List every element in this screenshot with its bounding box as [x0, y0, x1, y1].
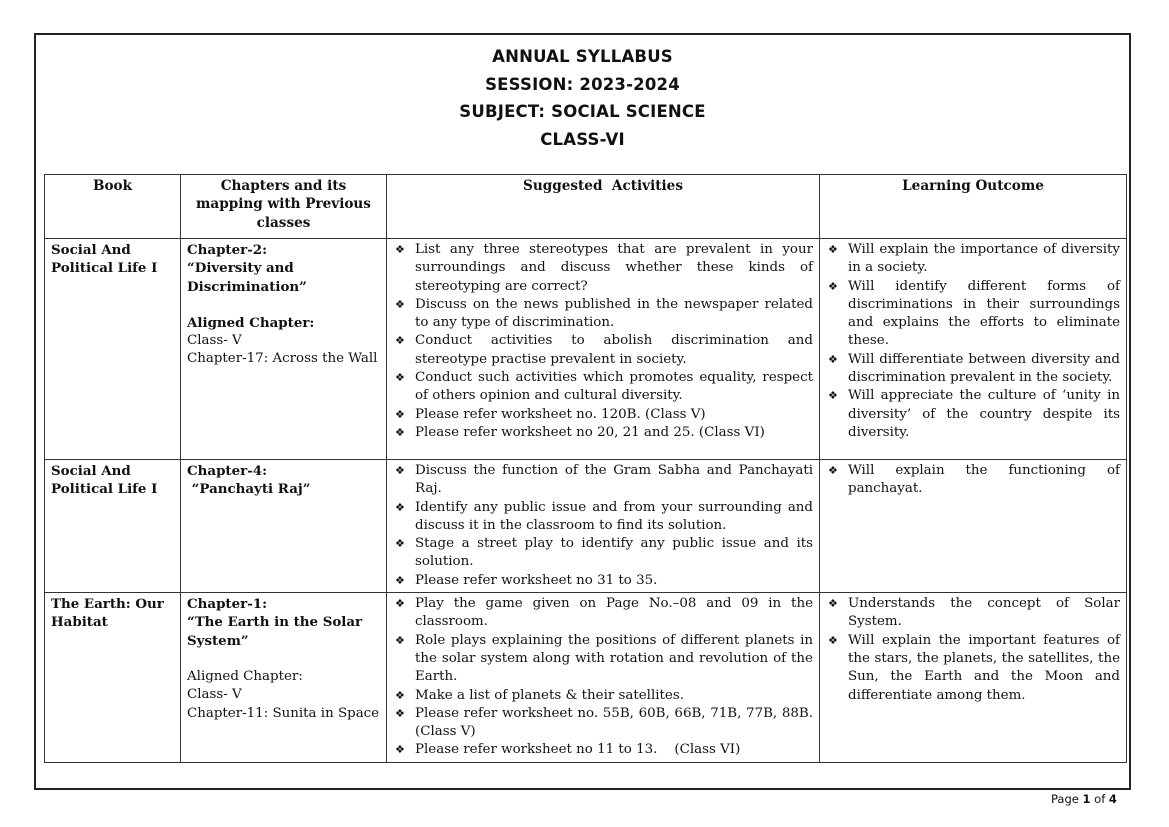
column-header-chapters: Chapters and its mapping with Previous classes — [181, 175, 387, 239]
chapter-cell — [181, 593, 387, 763]
document-header — [36, 43, 1129, 153]
activity-item: ❖ Please refer worksheet no. 55B, 60B, 66B, 71B, 77B, 88B. (Class V) — [393, 705, 813, 742]
activity-item: ❖ Discuss on the news published in the newspaper related to any type of discrimination. — [393, 296, 813, 333]
syllabus-table — [44, 174, 1127, 763]
activity-item: ❖ Please refer worksheet no 20, 21 and 25. (Class VI) — [393, 424, 813, 442]
column-header-activities: Suggested Activities — [387, 175, 820, 239]
header-session: SESSION: 2023-2024 — [485, 74, 680, 94]
outcome-cell — [820, 593, 1127, 763]
outcome-item: ❖ Will explain the functioning of panchayat. — [826, 462, 1120, 499]
outcome-item: ❖ Will explain the importance of diversity in a society. — [826, 241, 1120, 278]
chapter-title: “Diversity and Discrimination” — [187, 260, 307, 295]
page-number — [1051, 792, 1117, 806]
outcome-item: ❖ Will identify different forms of discriminations in their surroundings and explains the efforts to eliminate these. — [826, 278, 1120, 351]
column-header-book: Book — [45, 175, 181, 239]
book-cell: Social And Political Life I — [45, 239, 181, 460]
aligned-chapter: Chapter-11: Sunita in Space — [187, 705, 380, 721]
activity-item: ❖ Conduct such activities which promotes equality, respect of others opinion and cultural diversity. — [393, 369, 813, 406]
table-header-row — [45, 175, 1127, 239]
chapter-title: “The Earth in the Solar System” — [187, 614, 363, 649]
page-current: 1 — [1082, 792, 1091, 806]
activity-item: ❖ Please refer worksheet no. 120B. (Class V) — [393, 406, 813, 424]
activity-item: ❖ Make a list of planets & their satellites. — [393, 687, 813, 705]
activity-item: ❖ Discuss the function of the Gram Sabha and Panchayati Raj. — [393, 462, 813, 499]
aligned-class: Class- V — [187, 333, 242, 349]
aligned-chapter: Chapter-17: Across the Wall — [187, 351, 378, 367]
chapter-label: Chapter-1: — [187, 596, 268, 613]
outcome-item: ❖ Will differentiate between diversity and discrimination prevalent in the society. — [826, 351, 1120, 388]
table-row — [45, 460, 1127, 593]
chapter-label: Chapter-4: — [187, 463, 268, 479]
activities-cell — [387, 460, 820, 593]
aligned-chapter-label: Aligned Chapter: — [187, 314, 315, 331]
of-word: of — [1094, 792, 1106, 806]
activity-item: ❖ Conduct activities to abolish discrimination and stereotype practise prevalent in society. — [393, 332, 813, 369]
chapter-title: “Panchayti Raj” — [187, 481, 311, 498]
page-total: 4 — [1108, 792, 1117, 806]
activity-item: ❖ Please refer worksheet no 11 to 13. (Class VI) — [393, 741, 813, 759]
book-cell: Social And Political Life I — [45, 460, 181, 593]
activity-item: ❖ List any three stereotypes that are prevalent in your surroundings and discuss whether these kinds of stereotyping are correct? — [393, 241, 813, 296]
table-row — [45, 239, 1127, 460]
aligned-chapter-label: Aligned Chapter: — [187, 668, 303, 684]
activity-item: ❖ Play the game given on Page No.–08 and 09 in the classroom. — [393, 595, 813, 632]
activities-cell — [387, 593, 820, 763]
outcome-item: ❖ Understands the concept of Solar System. — [826, 595, 1120, 632]
activity-item: ❖ Role plays explaining the positions of different planets in the solar system along with rotation and revolution of the Earth. — [393, 632, 813, 687]
chapter-cell — [181, 460, 387, 593]
column-header-outcome: Learning Outcome — [820, 175, 1127, 239]
activity-item: ❖ Identify any public issue and from your surrounding and discuss it in the classroom to find its solution. — [393, 499, 813, 536]
table-row — [45, 593, 1127, 763]
activity-item: ❖ Stage a street play to identify any public issue and its solution. — [393, 535, 813, 572]
activity-item: ❖ Please refer worksheet no 31 to 35. — [393, 572, 813, 590]
activities-cell — [387, 239, 820, 460]
header-class: CLASS-VI — [540, 129, 625, 149]
aligned-class: Class- V — [187, 687, 242, 703]
page-frame — [34, 33, 1131, 790]
page-word: Page — [1051, 792, 1079, 806]
book-cell: The Earth: Our Habitat — [45, 593, 181, 763]
header-subject: SUBJECT: SOCIAL SCIENCE — [459, 102, 706, 121]
chapter-cell — [181, 239, 387, 460]
header-title: ANNUAL SYLLABUS — [492, 47, 673, 66]
outcome-item: ❖ Will explain the important features of the stars, the planets, the satellites, the Sun, the Earth and the Moon and differentiate among them. — [826, 632, 1120, 705]
chapter-label: Chapter-2: — [187, 242, 268, 258]
outcome-cell — [820, 460, 1127, 593]
outcome-cell — [820, 239, 1127, 460]
outcome-item: ❖ Will appreciate the culture of ‘unity in diversity’ of the country despite its diversity. — [826, 387, 1120, 442]
